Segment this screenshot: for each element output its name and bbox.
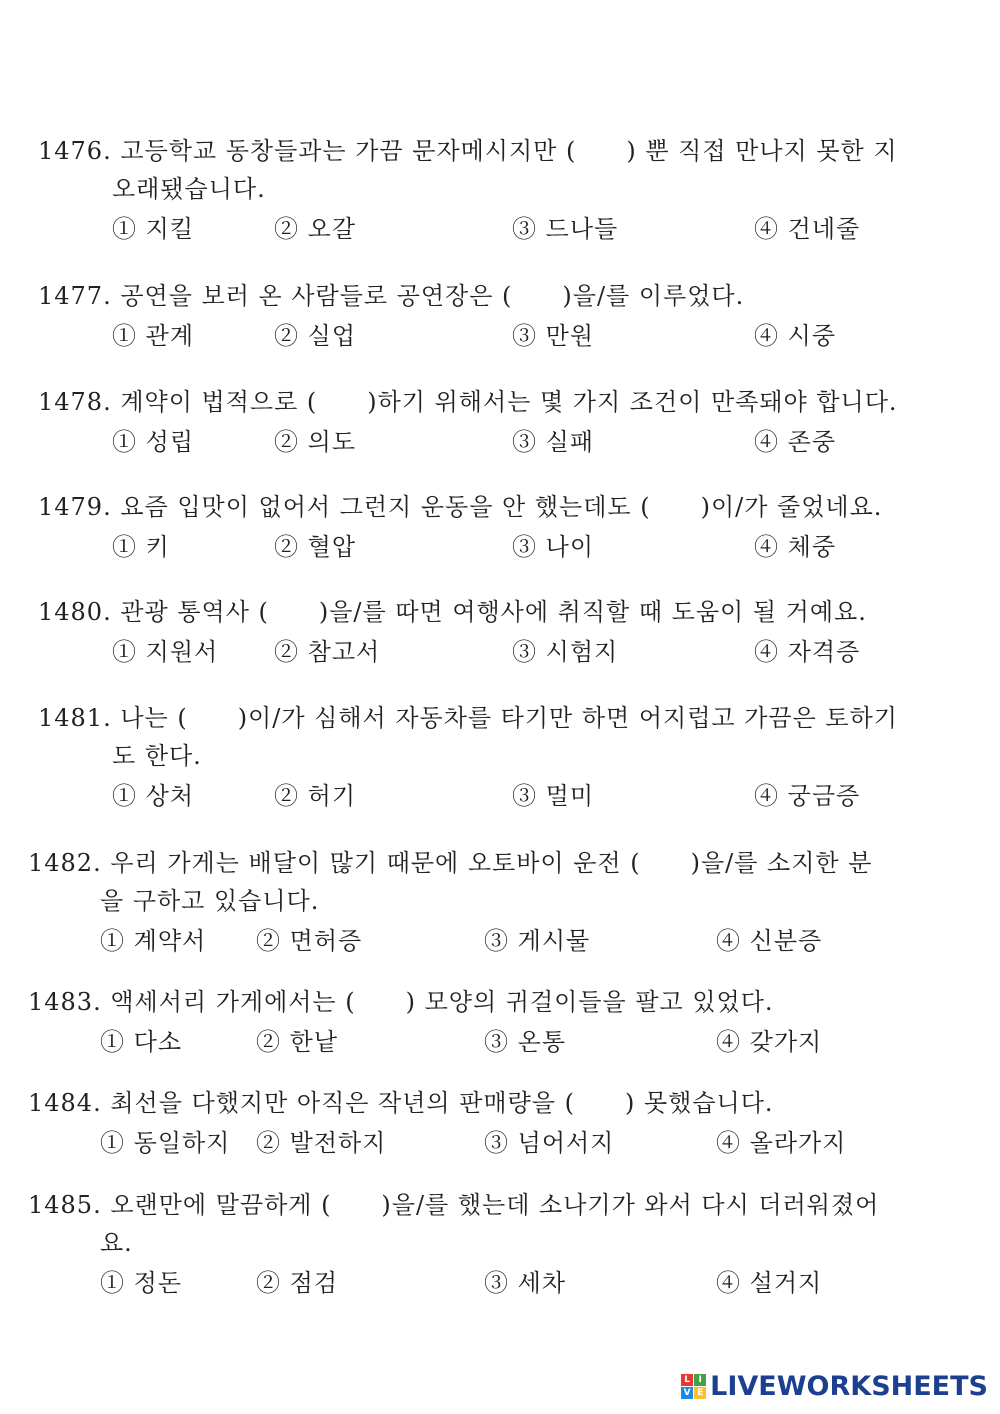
- question-text-continued: 도 한다.: [112, 742, 202, 770]
- answer-option-1[interactable]: ① 계약서: [100, 927, 207, 955]
- answer-option-4[interactable]: ④ 체중: [754, 533, 836, 561]
- question-text-continued: 을 구하고 있습니다.: [100, 887, 320, 915]
- answer-option-4[interactable]: ④ 설거지: [716, 1269, 823, 1297]
- logo-mark-letter: V: [681, 1387, 693, 1399]
- answer-option-3[interactable]: ③ 드나들: [512, 215, 619, 243]
- answer-option-1[interactable]: ① 정돈: [100, 1269, 182, 1297]
- question-text: 1482. 우리 가게는 배달이 많기 때문에 오토바이 운전 ( )을/를 소지한 분: [28, 849, 873, 877]
- logo-mark-letter: I: [694, 1374, 706, 1386]
- question-text: 1483. 액세서리 가게에서는 ( ) 모양의 귀걸이들을 팔고 있었다.: [28, 988, 774, 1016]
- answer-option-2[interactable]: ② 혈압: [274, 533, 356, 561]
- answer-option-3[interactable]: ③ 게시물: [484, 927, 591, 955]
- answer-option-2[interactable]: ② 한낱: [256, 1028, 338, 1056]
- answer-option-4[interactable]: ④ 존중: [754, 428, 836, 456]
- question-text-continued: 요.: [100, 1229, 133, 1257]
- question-text: 1479. 요즘 입맛이 없어서 그런지 운동을 안 했는데도 ( )이/가 줄었네요.: [38, 493, 883, 521]
- answer-option-1[interactable]: ① 상처: [112, 782, 194, 810]
- answer-option-1[interactable]: ① 키: [112, 533, 170, 561]
- answer-option-3[interactable]: ③ 넘어서지: [484, 1129, 615, 1157]
- answer-option-4[interactable]: ④ 신분증: [716, 927, 823, 955]
- answer-option-4[interactable]: ④ 올라가지: [716, 1129, 847, 1157]
- logo-mark-letter: L: [681, 1374, 693, 1386]
- logo-text: LIVEWORKSHEETS: [710, 1371, 988, 1402]
- answer-option-2[interactable]: ② 오갈: [274, 215, 356, 243]
- answer-option-1[interactable]: ① 다소: [100, 1028, 182, 1056]
- answer-option-3[interactable]: ③ 실패: [512, 428, 594, 456]
- answer-option-3[interactable]: ③ 시험지: [512, 638, 619, 666]
- answer-option-2[interactable]: ② 점검: [256, 1269, 338, 1297]
- question-text: 1480. 관광 통역사 ( )을/를 따면 여행사에 취직할 때 도움이 될 거예요.: [38, 598, 867, 626]
- question-text: 1481. 나는 ( )이/가 심해서 자동차를 타기만 하면 어지럽고 가끔은 토하기: [38, 704, 898, 732]
- answer-option-4[interactable]: ④ 시중: [754, 322, 836, 350]
- question-text: 1476. 고등학교 동창들과는 가끔 문자메시지만 ( ) 뿐 직접 만나지 못한 지: [38, 137, 898, 165]
- answer-option-1[interactable]: ① 관계: [112, 322, 194, 350]
- question-text: 1485. 오랜만에 말끔하게 ( )을/를 했는데 소나기가 와서 다시 더러워졌어: [28, 1191, 880, 1219]
- answer-option-3[interactable]: ③ 온통: [484, 1028, 566, 1056]
- answer-option-2[interactable]: ② 실업: [274, 322, 356, 350]
- answer-option-1[interactable]: ① 동일하지: [100, 1129, 231, 1157]
- answer-option-2[interactable]: ② 의도: [274, 428, 356, 456]
- answer-option-4[interactable]: ④ 건네줄: [754, 215, 861, 243]
- answer-option-3[interactable]: ③ 만원: [512, 322, 594, 350]
- answer-option-4[interactable]: ④ 자격증: [754, 638, 861, 666]
- answer-option-2[interactable]: ② 면허증: [256, 927, 363, 955]
- liveworksheets-logo-icon: [681, 1374, 706, 1399]
- answer-option-4[interactable]: ④ 궁금증: [754, 782, 861, 810]
- answer-option-3[interactable]: ③ 세차: [484, 1269, 566, 1297]
- question-text: 1478. 계약이 법적으로 ( )하기 위해서는 몇 가지 조건이 만족돼야 합니다.: [38, 388, 898, 416]
- answer-option-4[interactable]: ④ 갖가지: [716, 1028, 823, 1056]
- question-text-continued: 오래됐습니다.: [112, 175, 266, 203]
- liveworksheets-logo: [681, 1371, 988, 1402]
- answer-option-3[interactable]: ③ 나이: [512, 533, 594, 561]
- answer-option-1[interactable]: ① 성립: [112, 428, 194, 456]
- answer-option-2[interactable]: ② 발전하지: [256, 1129, 387, 1157]
- question-text: 1484. 최선을 다했지만 아직은 작년의 판매량을 ( ) 못했습니다.: [28, 1089, 774, 1117]
- answer-option-2[interactable]: ② 허기: [274, 782, 356, 810]
- answer-option-1[interactable]: ① 지킬: [112, 215, 194, 243]
- logo-mark-letter: E: [694, 1387, 706, 1399]
- question-text: 1477. 공연을 보러 온 사람들로 공연장은 ( )을/를 이루었다.: [38, 282, 745, 310]
- answer-option-1[interactable]: ① 지원서: [112, 638, 219, 666]
- answer-option-2[interactable]: ② 참고서: [274, 638, 381, 666]
- answer-option-3[interactable]: ③ 멀미: [512, 782, 594, 810]
